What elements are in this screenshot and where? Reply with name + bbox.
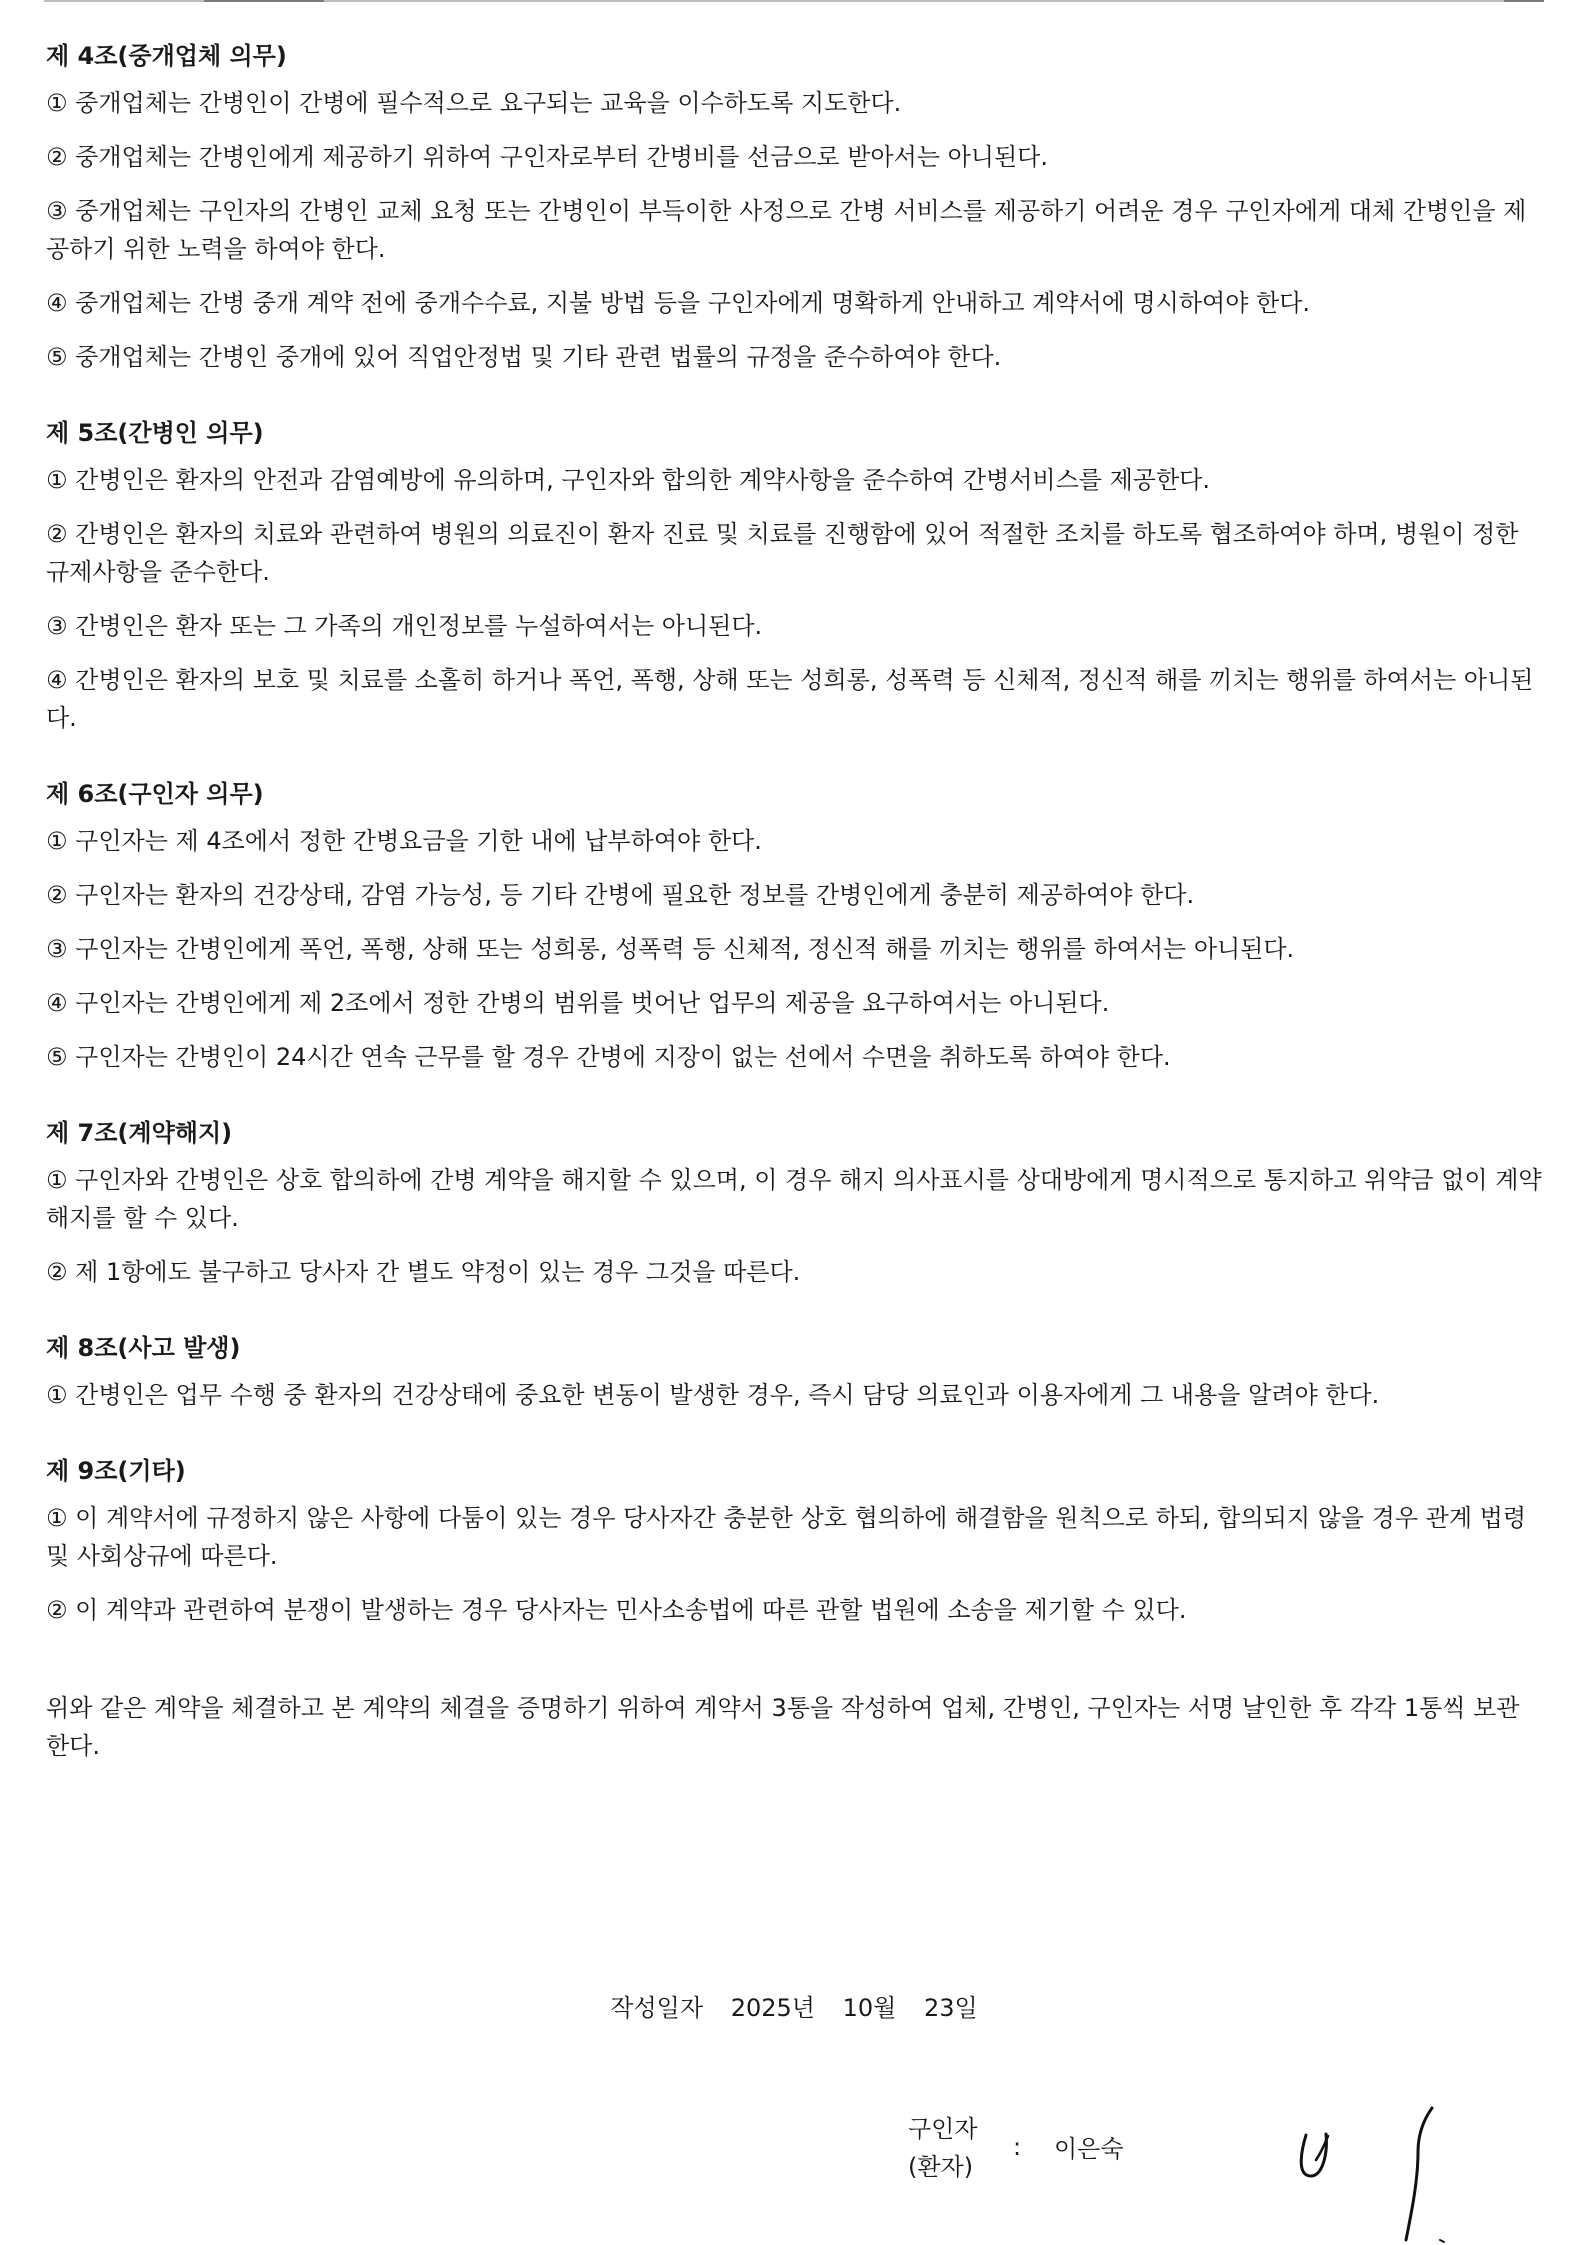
article-clause: ① 구인자와 간병인은 상호 합의하에 간병 계약을 해지할 수 있으며, 이 경우 해지 의사표시를 상대방에게 명시적으로 통지하고 위약금 없이 계약해지를 할 수 있다. xyxy=(46,1166,1542,1232)
article-title: 제 4조(중개업체 의무) xyxy=(46,42,287,70)
article-clause: ① 간병인은 환자의 안전과 감염예방에 유의하며, 구인자와 합의한 계약사항을 준수하여 간병서비스를 제공한다. xyxy=(46,466,1210,494)
article-clause: ① 간병인은 업무 수행 중 환자의 건강상태에 중요한 변동이 발생한 경우, 즉시 담당 의료인과 이용자에게 그 내용을 알려야 한다. xyxy=(46,1381,1380,1409)
article-clause: ② 제 1항에도 불구하고 당사자 간 별도 약정이 있는 경우 그것을 따른다. xyxy=(46,1258,801,1286)
article-clause: ④ 중개업체는 간병 중개 계약 전에 중개수수료, 지불 방법 등을 구인자에게 명확하게 안내하고 계약서에 명시하여야 한다. xyxy=(46,289,1311,317)
date-line xyxy=(0,1988,1588,2028)
article-clause: ② 구인자는 환자의 건강상태, 감염 가능성, 등 기타 간병에 필요한 정보를 간병인에게 충분히 제공하여야 한다. xyxy=(46,881,1195,909)
signer-role-line2: (환자) xyxy=(908,2153,974,2181)
signer-role-line1: 구인자 xyxy=(908,2115,978,2143)
article-clause: ③ 중개업체는 구인자의 간병인 교체 요청 또는 간병인이 부득이한 사정으로 간병 서비스를 제공하기 어려운 경우 구인자에게 대체 간병인을 제공하기 위한 노력을 하여야 한다. xyxy=(46,197,1527,263)
signer-name: 이은숙 xyxy=(1054,2135,1124,2163)
article-clause: ① 구인자는 제 4조에서 정한 간병요금을 기한 내에 납부하여야 한다. xyxy=(46,827,762,855)
top-rule-segment-left xyxy=(204,0,324,2)
handwritten-signature xyxy=(1290,2100,1450,2245)
article-clause: ③ 간병인은 환자 또는 그 가족의 개인정보를 누설하여서는 아니된다. xyxy=(46,612,763,640)
top-rule xyxy=(44,0,1544,2)
article-section xyxy=(46,415,1542,737)
article-title: 제 9조(기타) xyxy=(46,1457,186,1485)
signer-colon: : xyxy=(1013,2133,1022,2161)
article-section xyxy=(46,38,1542,376)
date-label: 작성일자 xyxy=(610,1994,704,2022)
article-clause: ① 중개업체는 간병인이 간병에 필수적으로 요구되는 교육을 이수하도록 지도한다. xyxy=(46,89,902,117)
article-title: 제 8조(사고 발생) xyxy=(46,1334,241,1362)
article-clause: ③ 구인자는 간병인에게 폭언, 폭행, 상해 또는 성희롱, 성폭력 등 신체적, 정신적 해를 끼치는 행위를 하여서는 아니된다. xyxy=(46,935,1295,963)
article-clause: ⑤ 구인자는 간병인이 24시간 연속 근무를 할 경우 간병에 지장이 없는 선에서 수면을 취하도록 하여야 한다. xyxy=(46,1043,1171,1071)
article-clause: ④ 간병인은 환자의 보호 및 치료를 소홀히 하거나 폭언, 폭행, 상해 또는 성희롱, 성폭력 등 신체적, 정신적 해를 끼치는 행위를 하여서는 아니된다. xyxy=(46,666,1534,732)
article-clause: ⑤ 중개업체는 간병인 중개에 있어 직업안정법 및 기타 관련 법률의 규정을 준수하여야 한다. xyxy=(46,343,1002,371)
date-day: 23일 xyxy=(923,1994,978,2022)
article-clause: ② 이 계약과 관련하여 분쟁이 발생하는 경우 당사자는 민사소송법에 따른 관할 법원에 소송을 제기할 수 있다. xyxy=(46,1596,1187,1624)
article-title: 제 6조(구인자 의무) xyxy=(46,780,264,808)
contract-body xyxy=(46,38,1542,1789)
closing-statement: 위와 같은 계약을 체결하고 본 계약의 체결을 증명하기 위하여 계약서 3통을 작성하여 업체, 간병인, 구인자는 서명 날인한 후 각각 1통씩 보관한다. xyxy=(46,1694,1520,1760)
top-rule-segment-right xyxy=(1504,0,1544,2)
date-month: 10월 xyxy=(842,1994,897,2022)
article-section xyxy=(46,776,1542,1076)
article-title: 제 7조(계약해지) xyxy=(46,1119,233,1147)
article-clause: ① 이 계약서에 규정하지 않은 사항에 다툼이 있는 경우 당사자간 충분한 상호 협의하에 해결함을 원칙으로 하되, 합의되지 않을 경우 관계 법령 및 사회상규에 따른다. xyxy=(46,1504,1527,1570)
article-clause: ② 중개업체는 간병인에게 제공하기 위하여 구인자로부터 간병비를 선금으로 받아서는 아니된다. xyxy=(46,143,1048,171)
article-section xyxy=(46,1453,1542,1629)
article-title: 제 5조(간병인 의무) xyxy=(46,419,264,447)
articles-list xyxy=(46,38,1542,1629)
article-clause: ④ 구인자는 간병인에게 제 2조에서 정한 간병의 범위를 벗어난 업무의 제공을 요구하여서는 아니된다. xyxy=(46,989,1110,1017)
article-section xyxy=(46,1330,1542,1414)
date-year: 2025년 xyxy=(730,1994,815,2022)
article-section xyxy=(46,1115,1542,1291)
signer-role xyxy=(908,2110,998,2186)
article-clause: ② 간병인은 환자의 치료와 관련하여 병원의 의료진이 환자 진료 및 치료를 진행함에 있어 적절한 조치를 하도록 협조하여야 하며, 병원이 정한 규제사항을 준수한다. xyxy=(46,520,1519,586)
